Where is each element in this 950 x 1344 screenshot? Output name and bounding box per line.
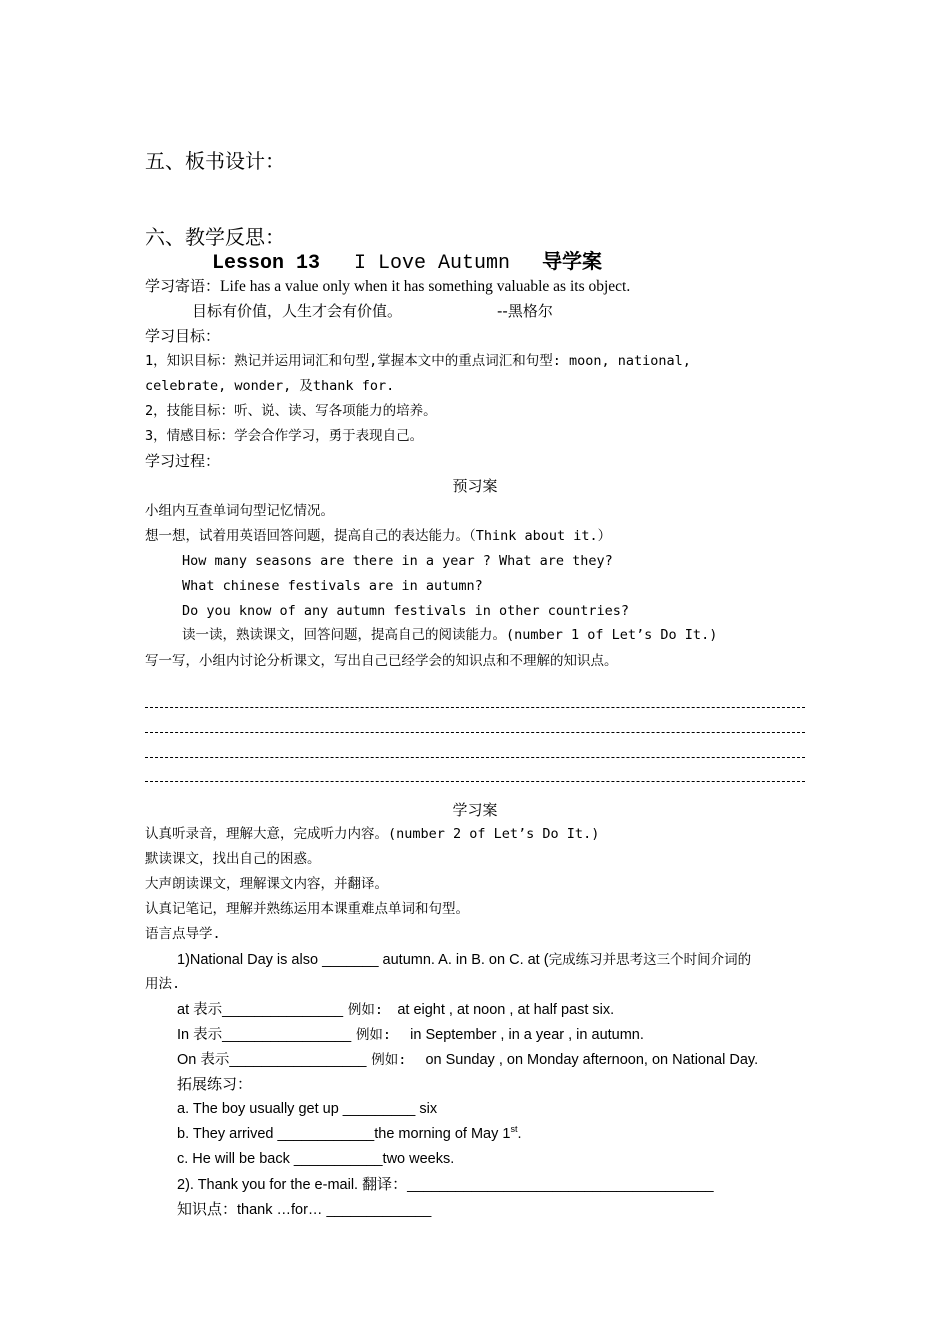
translate-label: 翻译： <box>362 1175 408 1193</box>
at-examples: at eight , at noon , at half past six. <box>397 1002 615 1018</box>
exercise-b <box>177 1124 522 1144</box>
ordinal-suffix: st <box>510 1124 518 1135</box>
writing-line[interactable] <box>145 732 805 733</box>
motto-chinese-line <box>192 301 553 321</box>
goals-heading: 学习目标： <box>145 327 221 345</box>
study-item-4: 认真记笔记，理解并熟练运用本课重难点单词和句型。 <box>145 901 469 917</box>
preview-question-2: What chinese festivals are in autumn? <box>182 578 483 594</box>
preview-item-3: 读一读，熟读课文，回答问题，提高自己的阅读能力。(number 1 of Let’s Do It.) <box>182 627 718 643</box>
preview-question-3: Do you know of any autumn festivals in other countries? <box>182 603 630 619</box>
study-item-2: 默读课文，找出自己的困惑。 <box>145 851 321 867</box>
lesson-number: Lesson 13 <box>212 252 321 275</box>
lesson-guide: 导学案 <box>542 249 603 273</box>
knowledge-label: 知识点： <box>177 1200 238 1218</box>
extension-heading: 拓展练习： <box>177 1075 253 1093</box>
study-item-3: 大声朗读课文，理解课文内容，并翻译。 <box>145 876 388 892</box>
question-1-text: 1)National Day is also _______ autumn. A. in B. on C. at ( <box>177 952 549 968</box>
language-point-1 <box>177 949 751 970</box>
motto-author: --黑格尔 <box>497 302 553 320</box>
question-1-instruction: 完成练习并思考这三个时间介词的 <box>548 952 752 968</box>
goal-knowledge-line1: 1，知识目标：熟记并运用词汇和句型,掌握本文中的重点词汇和句型: moon, national, <box>145 353 691 369</box>
at-label: at 表示 <box>177 1002 223 1018</box>
in-usage-row <box>177 1024 644 1045</box>
on-blank[interactable]: _________________ <box>229 1052 367 1068</box>
goal-knowledge-line2: celebrate, wonder, 及thank for. <box>145 378 395 394</box>
motto-chinese: 目标有价值，人生才会有价值。 <box>192 302 403 320</box>
page-title <box>212 248 602 277</box>
knowledge-point <box>177 1199 431 1220</box>
goal-emotion: 3，情感目标：学会合作学习，勇于表现自己。 <box>145 428 424 444</box>
motto-line <box>145 276 630 297</box>
section-six-heading: 六、教学反思： <box>145 225 285 249</box>
motto-english: Life has a value only when it has something valuable as its object. <box>220 278 631 295</box>
translate-blank[interactable]: ______________________________________ <box>407 1177 714 1193</box>
goal-skills: 2，技能目标：听、说、读、写各项能力的培养。 <box>145 403 437 419</box>
preview-item-4: 写一写，小组内讨论分析课文，写出自己已经学会的知识点和不理解的知识点。 <box>145 653 618 669</box>
on-usage-row <box>177 1049 758 1070</box>
preview-item-1: 小组内互查单词句型记忆情况。 <box>145 503 334 519</box>
at-blank[interactable]: _______________ <box>222 1002 344 1018</box>
in-examples: in September , in a year , in autumn. <box>410 1027 644 1043</box>
knowledge-text: thank …for… _____________ <box>237 1202 432 1218</box>
lesson-name: I Love Autumn <box>354 252 511 275</box>
at-example-label: 例如: <box>347 1002 384 1018</box>
on-example-label: 例如: <box>371 1052 407 1068</box>
on-examples: on Sunday , on Monday afternoon, on National Day. <box>425 1052 759 1068</box>
study-item-5: 语言点导学. <box>145 926 221 942</box>
study-item-1: 认真听录音，理解大意，完成听力内容。(number 2 of Let’s Do It.) <box>145 826 600 842</box>
language-point-2 <box>177 1174 714 1195</box>
writing-line[interactable] <box>145 781 805 782</box>
in-blank[interactable]: ________________ <box>222 1027 352 1043</box>
exercise-a: a. The boy usually get up _________ six <box>177 1101 438 1117</box>
writing-line[interactable] <box>145 707 805 708</box>
question-1-continued: 用法. <box>145 976 181 992</box>
exercise-c: c. He will be back ___________two weeks. <box>177 1151 455 1167</box>
study-heading: 学习案 <box>452 801 498 819</box>
section-five-heading: 五、板书设计： <box>145 149 285 173</box>
exercise-b-text: b. They arrived ____________the morning of May 1 <box>177 1126 511 1142</box>
preview-question-1: How many seasons are there in a year ? What are they? <box>182 553 613 569</box>
preview-item-2: 想一想，试着用英语回答问题，提高自己的表达能力。（Think about it.） <box>145 528 612 544</box>
exercise-b-end: . <box>517 1126 522 1142</box>
question-2-text: 2). Thank you for the e-mail. <box>177 1177 363 1193</box>
writing-line[interactable] <box>145 757 805 758</box>
at-usage-row <box>177 999 614 1020</box>
in-label: In 表示 <box>177 1027 223 1043</box>
in-example-label: 例如: <box>355 1027 392 1043</box>
process-heading: 学习过程： <box>145 452 221 470</box>
motto-label: 学习寄语： <box>145 277 221 295</box>
on-label: On 表示 <box>177 1052 230 1068</box>
preview-heading: 预习案 <box>452 477 498 495</box>
